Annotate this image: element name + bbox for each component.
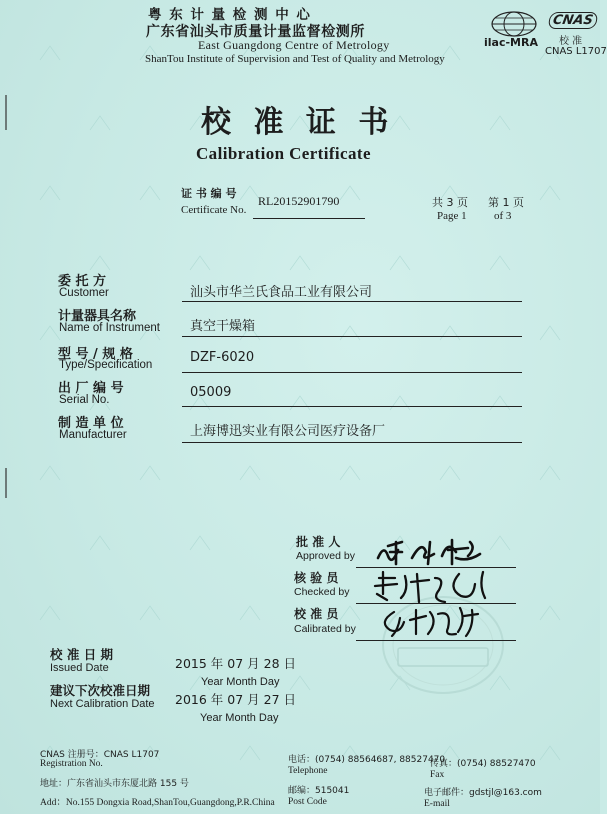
next-date-label-cn: 建议下次校准日期 <box>50 683 151 698</box>
fax-en: Fax <box>430 770 445 780</box>
institute-name-en: ShanTou Institute of Supervision and Test of Quality and Metrology <box>145 53 445 65</box>
cnas-logo <box>545 12 607 60</box>
checked-label-en: Checked by <box>294 586 350 598</box>
page-number-en: Page 1 <box>437 210 467 222</box>
instrument-value: 真空干燥箱 <box>190 319 256 334</box>
fax-label: 传真：(0754) 88527470 <box>430 759 536 769</box>
approved-label-en: Approved by <box>296 550 355 562</box>
manufacturer-label-cn: 制 造 单 位 <box>58 416 124 431</box>
next-date-value: 2016 年 07 月 27 日 <box>175 692 296 707</box>
ilac-mra-logo <box>484 10 540 52</box>
email-en: E-mail <box>424 799 450 809</box>
calibrated-signature <box>360 600 510 645</box>
customer-label-en: Customer <box>59 287 109 299</box>
title-en: Calibration Certificate <box>196 144 371 163</box>
instrument-label-cn: 计量器具名称 <box>58 309 137 324</box>
type-label-en: Type/Specification <box>59 359 153 371</box>
title-cn: 校 准 证 书 <box>201 105 395 140</box>
telephone-label: 电话：(0754) 88564687, 88527470 <box>288 755 446 765</box>
serial-label-en: Serial No. <box>59 394 110 406</box>
next-date-label-en: Next Calibration Date <box>50 698 155 710</box>
issued-date-units: Year Month Day <box>201 676 280 688</box>
institute-name-cn: 广东省汕头市质量计量监督检测所 <box>146 24 365 40</box>
customer-value: 汕头市华兰氏食品工业有限公司 <box>190 285 373 300</box>
cnas-logo-text: CNAS <box>548 12 599 29</box>
type-underline <box>182 372 522 373</box>
cnas-registration-en: Registration No. <box>40 759 103 769</box>
manufacturer-value: 上海博迅实业有限公司医疗设备厂 <box>190 424 386 439</box>
telephone-en: Telephone <box>288 766 328 776</box>
serial-underline <box>182 406 522 407</box>
cnas-number: CNAS L1707 <box>545 46 607 57</box>
page-number-cn: 第 1 页 <box>488 196 524 209</box>
ilac-mra-text: ilac-MRA <box>484 36 538 49</box>
serial-value: 05009 <box>190 385 232 400</box>
issued-date-label-cn: 校 准 日 期 <box>50 647 114 662</box>
certificate-no-underline <box>253 218 365 219</box>
manufacturer-underline <box>182 442 522 443</box>
cnas-registration-cn: CNAS 注册号：CNAS L1707 <box>40 750 160 760</box>
postcode-label: 邮编：515041 <box>288 786 350 796</box>
calibrated-label-cn: 校 准 员 <box>294 607 339 621</box>
issued-date-value: 2015 年 07 月 28 日 <box>175 656 296 671</box>
calibrated-label-en: Calibrated by <box>294 623 356 635</box>
certificate-no-label-cn: 证 书 编 号 <box>181 187 237 200</box>
issued-date-label-en: Issued Date <box>50 662 109 674</box>
manufacturer-label-en: Manufacturer <box>59 429 127 441</box>
serial-label-cn: 出 厂 编 号 <box>58 381 124 396</box>
address-en: Add：No.155 Dongxia Road,ShanTou,Guangdong,P.R.China <box>40 798 275 808</box>
cnas-calibration-text: 校 准 <box>559 36 583 47</box>
email-label: 电子邮件：gdstjl@163.com <box>424 788 542 798</box>
approved-signature <box>360 528 520 573</box>
page-total-en: of 3 <box>494 210 512 222</box>
type-label-cn: 型 号 / 规 格 <box>58 347 133 362</box>
certificate-no-label-en: Certificate No. <box>181 204 247 216</box>
total-pages-cn: 共 3 页 <box>432 196 468 209</box>
customer-underline <box>182 301 522 302</box>
customer-label-cn: 委 托 方 <box>58 274 107 289</box>
certificate-no-value: RL20152901790 <box>258 194 340 208</box>
checked-label-cn: 核 验 员 <box>294 571 339 585</box>
centre-name-en: East Guangdong Centre of Metrology <box>198 38 390 52</box>
address-cn: 地址：广东省汕头市东厦北路 155 号 <box>40 779 189 789</box>
type-value: DZF-6020 <box>190 350 255 365</box>
instrument-underline <box>182 336 522 337</box>
centre-name-cn: 粤 东 计 量 检 测 中 心 <box>148 7 312 23</box>
next-date-units: Year Month Day <box>200 712 279 724</box>
instrument-label-en: Name of Instrument <box>59 322 160 334</box>
postcode-en: Post Code <box>288 797 327 807</box>
approved-label-cn: 批 准 人 <box>296 535 341 549</box>
